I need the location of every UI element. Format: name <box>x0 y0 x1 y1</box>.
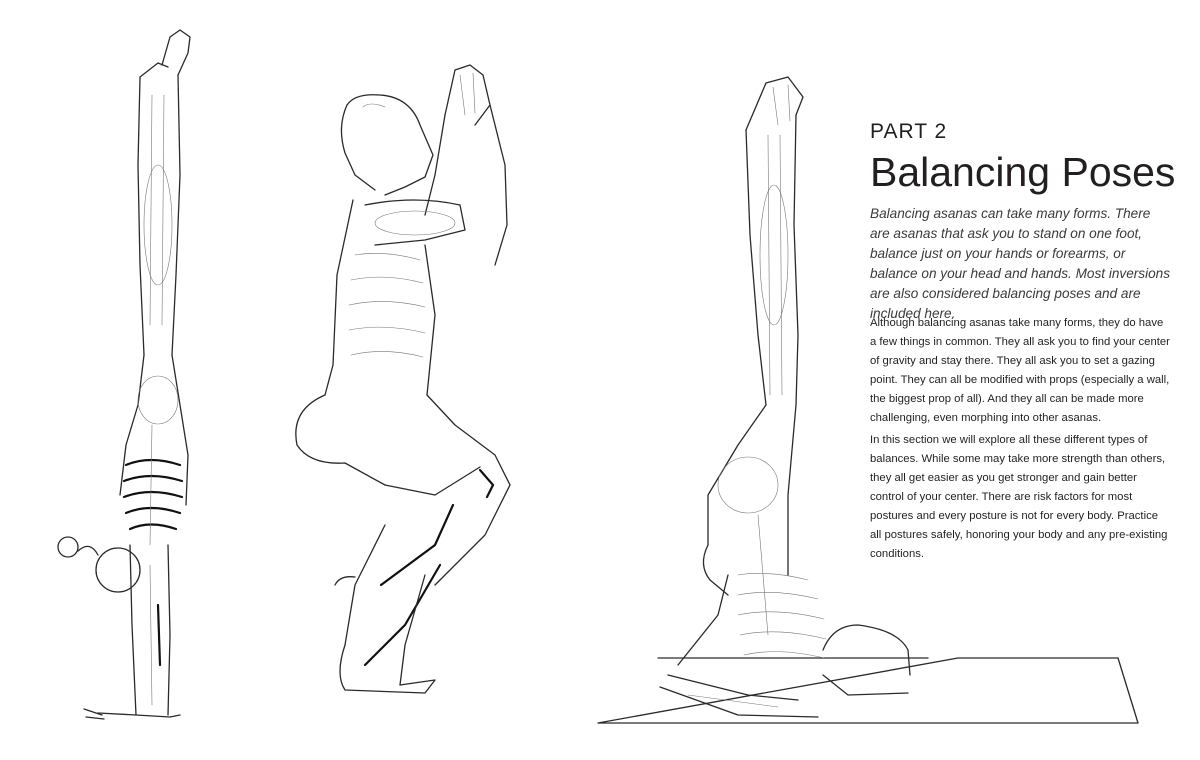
handstand-anatomy-illustration-icon <box>40 25 210 730</box>
intro-text: Balancing asanas can take many forms. There are asanas that ask you to stand on one foot, balance just on your hands or forearms, or balance on your head and hands. Most inversions are also considered balancing poses and are included here. <box>870 206 1171 321</box>
body-paragraph-2: In this section we will explore all these different types of balances. While some may take more strength than others, they all get easier as you get stronger and gain better control of your center. There are risk factors for most postures and every posture is not for every body. Practice all postures safely, honoring your body and any pre-existing conditions. <box>870 434 1168 560</box>
section-title: Balancing Poses <box>870 149 1176 195</box>
handstand-figure <box>40 25 210 730</box>
part-label: PART 2 <box>870 120 948 143</box>
eagle-pose-figure <box>285 65 535 715</box>
body-paragraph-1: Although balancing asanas take many forms, they do have a few things in common. They all ask you to find your center of gravity and stay there. They all ask you to set a gazing point. They can all be modified with props (especially a wall, the biggest prop of all). And they all can be made more challenging, even morphing into other asanas. <box>870 317 1170 424</box>
eagle-pose-anatomy-illustration-icon <box>285 65 535 715</box>
